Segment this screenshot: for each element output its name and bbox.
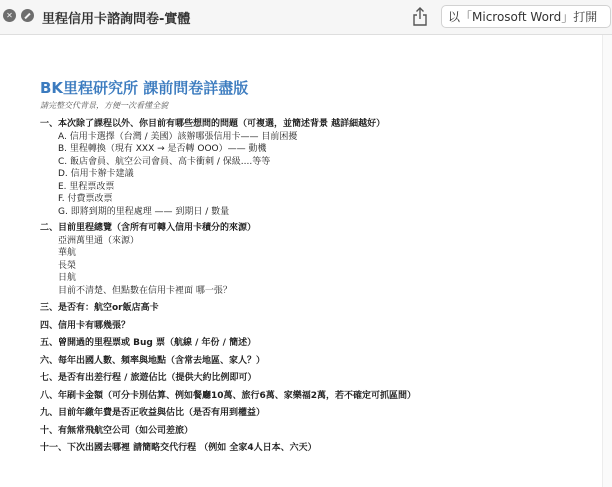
question-sub-item: E. 里程票改票 (58, 181, 115, 192)
scrollbar[interactable] (602, 35, 612, 487)
question-heading: 九、目前年繳年費是否正收益與估比（是否有用到權益） (40, 408, 266, 418)
question-sub-item: 亞洲萬里通（來源） (58, 235, 140, 246)
document-title: BK里程研究所 課前問卷詳盡版 (40, 79, 249, 97)
question-sub-item: A. 信用卡選擇（台灣 / 美國）該辦哪張信用卡—— 目前困擾 (58, 131, 298, 142)
share-icon[interactable] (410, 6, 430, 28)
question-sub-item: 日航 (58, 273, 77, 283)
question-heading: 十、有無常飛航空公司（如公司差旅） (40, 425, 194, 436)
question-heading: 二、目前里程總覽（含所有可轉入信用卡積分的來源） (40, 223, 257, 233)
question-heading: 七、是否有出差行程 / 旅遊佔比（提供大約比例即可） (40, 373, 257, 383)
question-sub-item: F. 付費票改票 (58, 194, 113, 204)
question-sub-item: C. 飯店會員、航空公司會員、高卡衝刺 / 保級....等等 (58, 156, 271, 167)
question-heading: 三、是否有：航空or飯店高卡 (40, 303, 159, 313)
question-list (40, 118, 600, 455)
question-sub-item: G. 即將到期的里程處理 —— 到期日 / 數量 (58, 206, 230, 217)
title-bar (0, 0, 612, 35)
question-heading: 十一、下次出國去哪裡 請簡略交代行程 （例如 全家4人日本、六天） (40, 443, 317, 453)
question-sub-item: 長榮 (58, 260, 77, 271)
document-subtitle: 請完整交代背景，方便一次看懂全貌 (40, 101, 168, 110)
question-heading: 六、每年出國人數、頻率與地點（含常去地區、家人？） (40, 355, 266, 366)
minimize-icon[interactable] (21, 9, 34, 22)
question-sub-item: B. 里程轉換（現有 XXX → 是否轉 OOO）—— 動機 (58, 144, 267, 154)
window-title: 里程信用卡諮詢問卷-實體 (42, 12, 191, 27)
question-heading: 八、年刷卡金額（可分卡別估算、例如餐廳10萬、旅行6萬、家樂福2萬，若不確定可抓區間） (40, 390, 417, 401)
question-heading: 五、曾開過的里程票或 Bug 票（航線 / 年份 / 簡述） (40, 338, 257, 348)
close-icon[interactable] (3, 9, 16, 22)
open-in-word-button[interactable]: 以「Microsoft Word」打開 (441, 5, 611, 28)
question-sub-item: 目前不清楚、但點數在信用卡裡面 哪一張？ (58, 285, 232, 296)
question-sub-item: D. 信用卡辦卡建議 (58, 169, 134, 179)
question-sub-item: 華航 (58, 248, 77, 258)
question-heading: 一、本次除了課程以外、你目前有哪些想問的問題（可複選，並簡述背景 越詳細越好） (40, 119, 386, 129)
document-body (40, 78, 600, 455)
question-heading: 四、信用卡有哪幾張？ (40, 320, 131, 331)
